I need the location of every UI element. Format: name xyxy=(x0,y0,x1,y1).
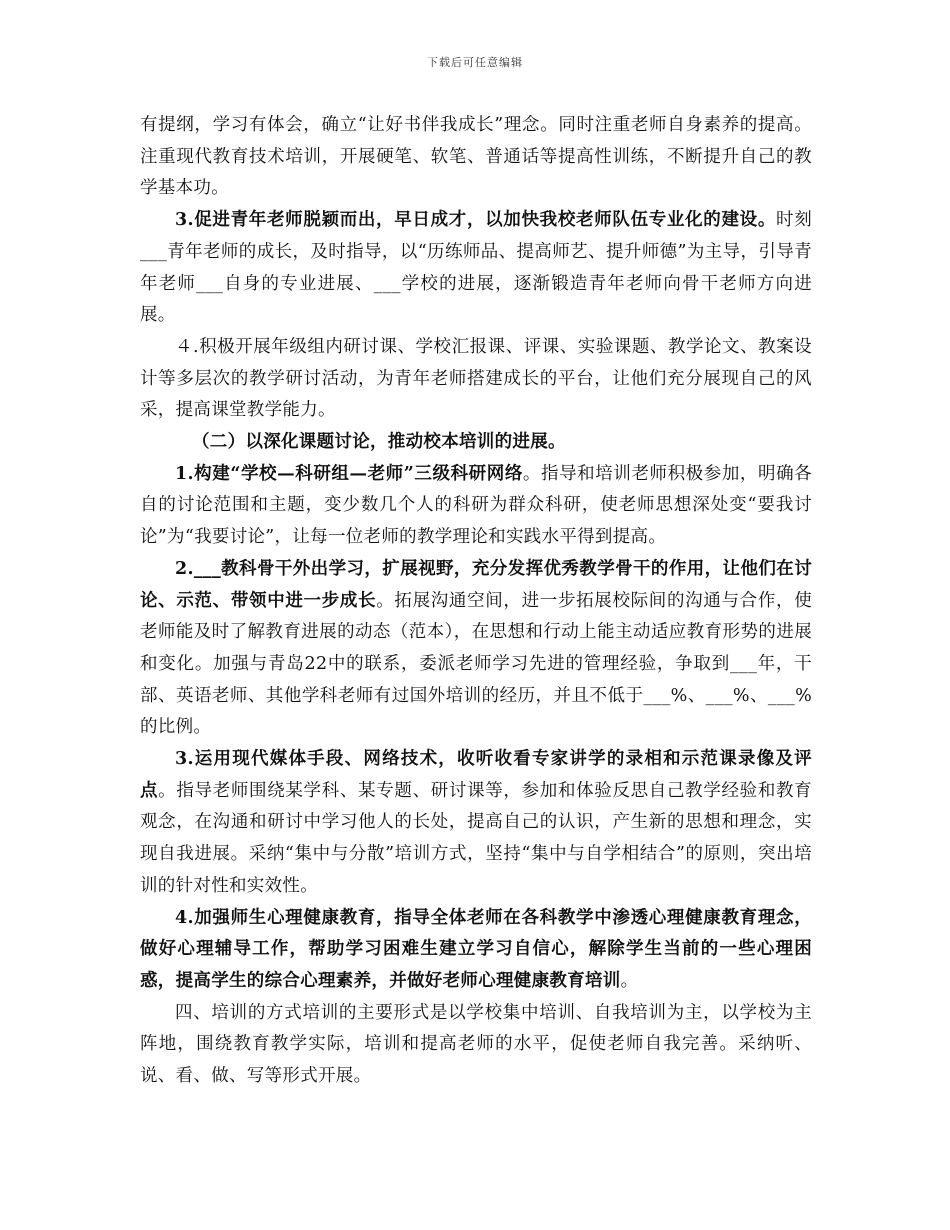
paragraph-8 xyxy=(140,903,812,998)
paragraph-6 xyxy=(140,554,812,744)
paragraph-8-heading: 4.加强师生心理健康教育，指导全体老师在各科教学中渗透心理健康教育理念，做好心理辅导工作，帮助学习困难生建立学习自信心，解除学生当前的一些心理困惑，提高学生的综合心理素养，并做好老师心理健康教育培训 xyxy=(140,907,812,991)
section-heading-2: （二）以深化课题讨论，推动校本培训的进展。 xyxy=(192,432,566,453)
paragraph-9: 四、培训的方式培训的主要形式是以学校集中培训、自我培训为主，以学校为主阵地，围绕教育教学实际，培训和提高老师的水平，促使老师自我完善。采纳听、说、看、做、写等形式开展。 xyxy=(140,1002,812,1087)
page-header: 下载后可任意编辑 xyxy=(427,56,523,69)
paragraph-6-body: 。拓展沟通空间，进一步拓展校际间的沟通与合作，使老师能及时了解教育进展的动态（范本），在思想和行动上能主动适应教育形势的进展和变化。加强与青岛22中的联系，委派老师学习先进的管理经验，争取到___年，干部、英语老师、其他学科老师有过国外培训的经历，并且不低于___%、___%、___%的比例。 xyxy=(140,590,812,738)
paragraph-3: ４.积极开展年级组内研讨课、学校汇报课、评课、实验课题、教学论文、教案设计等多层次的教学研讨活动，为青年老师搭建成长的平台，让他们充分展现自己的风采，提高课堂教学能力。 xyxy=(140,336,812,421)
paragraph-7-body: 。指导老师围绕某学科、某专题、研讨课等，参加和体验反思自己教学经验和教育观念，在沟通和研讨中学习他人的长处，提高自己的认识，产生新的思想和理念，实现自我进展。采纳“集中与分散”培训方式，坚持“集中与自学相结合”的原则，突出培训的针对性和实效性。 xyxy=(140,780,812,896)
paragraph-1: 有提纲，学习有体会，确立“让好书伴我成长”理念。同时注重老师自身素养的提高。注重现代教育技术培训，开展硬笔、软笔、普通话等提高性训练，不断提升自己的教学基本功。 xyxy=(140,115,812,199)
paragraph-2-heading: 3.促进青年老师脱颖而出，早日成才，以加快我校老师队伍专业化的建设。 xyxy=(175,210,777,231)
paragraph-5-body: 。指导和培训老师积极参加，明确各自的讨论范围和主题，变少数几个人的科研为群众科研，使老师思想深处变“要我讨论”为“我要讨论”，让每一位老师的教学理论和实践水平得到提高。 xyxy=(140,463,812,548)
paragraph-2 xyxy=(140,205,812,332)
paragraph-6-heading: 2.___教科骨干外出学习，扩展视野，充分发挥优秀教学骨干的作用，让他们在讨论、示范、带领中进一步成长 xyxy=(140,558,812,611)
paragraph-7-heading: 3.运用现代媒体手段、网络技术，收听收看专家讲学的录相和示范课录像及评点 xyxy=(140,749,812,801)
paragraph-2-body: 时刻___青年老师的成长，及时指导，以“历练师品、提高师艺、提升师德”为主导，引导青年老师___自身的专业进展、___学校的进展，逐渐锻造青年老师向骨干老师方向进展。 xyxy=(140,210,812,326)
paragraph-7 xyxy=(140,744,812,903)
paragraph-5 xyxy=(140,459,812,554)
document-body xyxy=(140,110,812,1093)
paragraph-8-body: 。 xyxy=(620,970,639,991)
paragraph-5-heading: 1.构建“学校—科研组—老师”三级科研网络 xyxy=(175,463,523,484)
